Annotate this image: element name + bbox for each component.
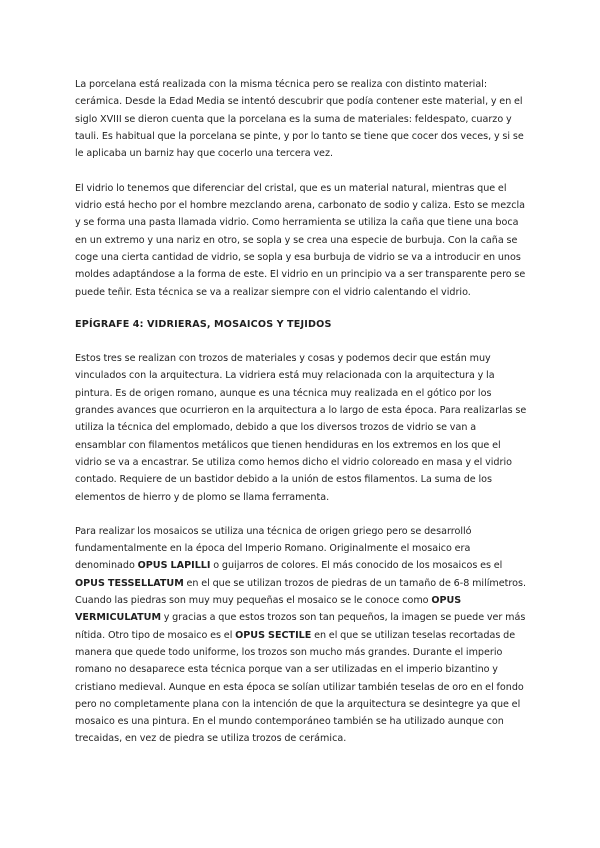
paragraph-porcelana: La porcelana está realizada con la misma técnica pero se realiza con distinto material: cerámica. Desde la Edad Media se intentó descubrir que podía contener este material, y en el siglo XVIII se dieron cuenta que la porcelana es la suma de materiales: feldespato, cuarzo y tauli. Es habitual que la porcelana se pinte, y por lo tanto se tiene que cocer dos veces, y si se le aplicaba un barniz hay que cocerlo una tercera vez. [75, 79, 524, 160]
term-opus-vermiculatum: OPUS VERMICULATUM [75, 595, 462, 624]
mosaicos-text-1: Para realizar los mosaicos se utiliza una técnica de origen griego pero se desarrolló fundamentalmente en la época del Imperio Romano. Originalmente el mosaico era denominado [75, 525, 472, 572]
document-page [75, 76, 529, 748]
mosaicos-text-5: en el que se utilizan teselas recortadas de manera que quede todo uniforme, los trozos son mucho más grandes. Durante el imperio romano no desaparece esta técnica porque van a ser utilizadas en el imperio bizantino y cristiano medieval. Aunque en esta época se solían utilizar también teselas de oro en el fondo pero no completamente plana con la intención de que la arquitectura se desintegre ya que el mosaico es una pintura. En el mundo contemporáneo también se ha utilizado aunque con trecaidas, en vez de piedra se utiliza trozos de cerámica. [75, 629, 524, 745]
section-heading: EPÍGRAFE 4: VIDRIERAS, MOSAICOS Y TEJIDOS [75, 318, 332, 330]
mosaicos-text-2: o guijarros de colores. El más conocido de los mosaicos es el [210, 560, 503, 572]
term-opus-tessellatum: OPUS TESSELLATUM [75, 577, 184, 589]
mosaicos-text-4: y gracias a que estos trozos son tan pequeños, la imagen se puede ver más nítida. Otro tipo de mosaico es el [75, 612, 526, 641]
paragraph-vidrio: El vidrio lo tenemos que diferenciar del cristal, que es un material natural, mientras que el vidrio está hecho por el hombre mezclando arena, carbonato de sodio y caliza. Esto se mezcla y se forma una pasta llamada vidrio. Como herramienta se utiliza la caña que tiene una boca en un extremo y una nariz en otro, se sopla y se crea una especie de burbuja. Con la caña se coge una cierta cantidad de vidrio, se sopla y esa burbuja de vidrio se va a introducir en unos moldes adaptándose a la forma de este. El vidrio en un principio va a ser transparente pero se puede teñir. Esta técnica se va a realizar siempre con el vidrio calentando el vidrio. [75, 182, 526, 298]
mosaicos-text-3: en el que se utilizan trozos de piedras de un tamaño de 6-8 milímetros. Cuando las piedras son muy muy pequeñas el mosaico se le conoce como [75, 577, 527, 607]
paragraph-mosaicos [75, 523, 529, 748]
paragraph-vidrieras: Estos tres se realizan con trozos de materiales y cosas y podemos decir que están muy vinculados con la arquitectura. La vidriera está muy relacionada con la arquitectura y la pintura. Es de origen romano, aunque es una técnica muy realizada en el gótico por los grandes avances que ocurrieron en la arquitectura a lo largo de esta época. Para realizarlas se utiliza la técnica del emplomado, debido a que los diversos trozos de vidrio se van a ensamblar con filamentos metálicos que tienen hendiduras en los extremos en los que el vidrio se va a encastrar. Se utiliza como hemos dicho el vidrio coloreado en masa y el vidrio contado. Requiere de un bastidor debido a la unión de estos filamentos. La suma de los elementos de hierro y de plomo se llama ferramenta. [75, 353, 527, 503]
term-opus-lapilli: OPUS LAPILLI [137, 560, 211, 572]
term-opus-sectile: OPUS SECTILE [235, 629, 312, 641]
